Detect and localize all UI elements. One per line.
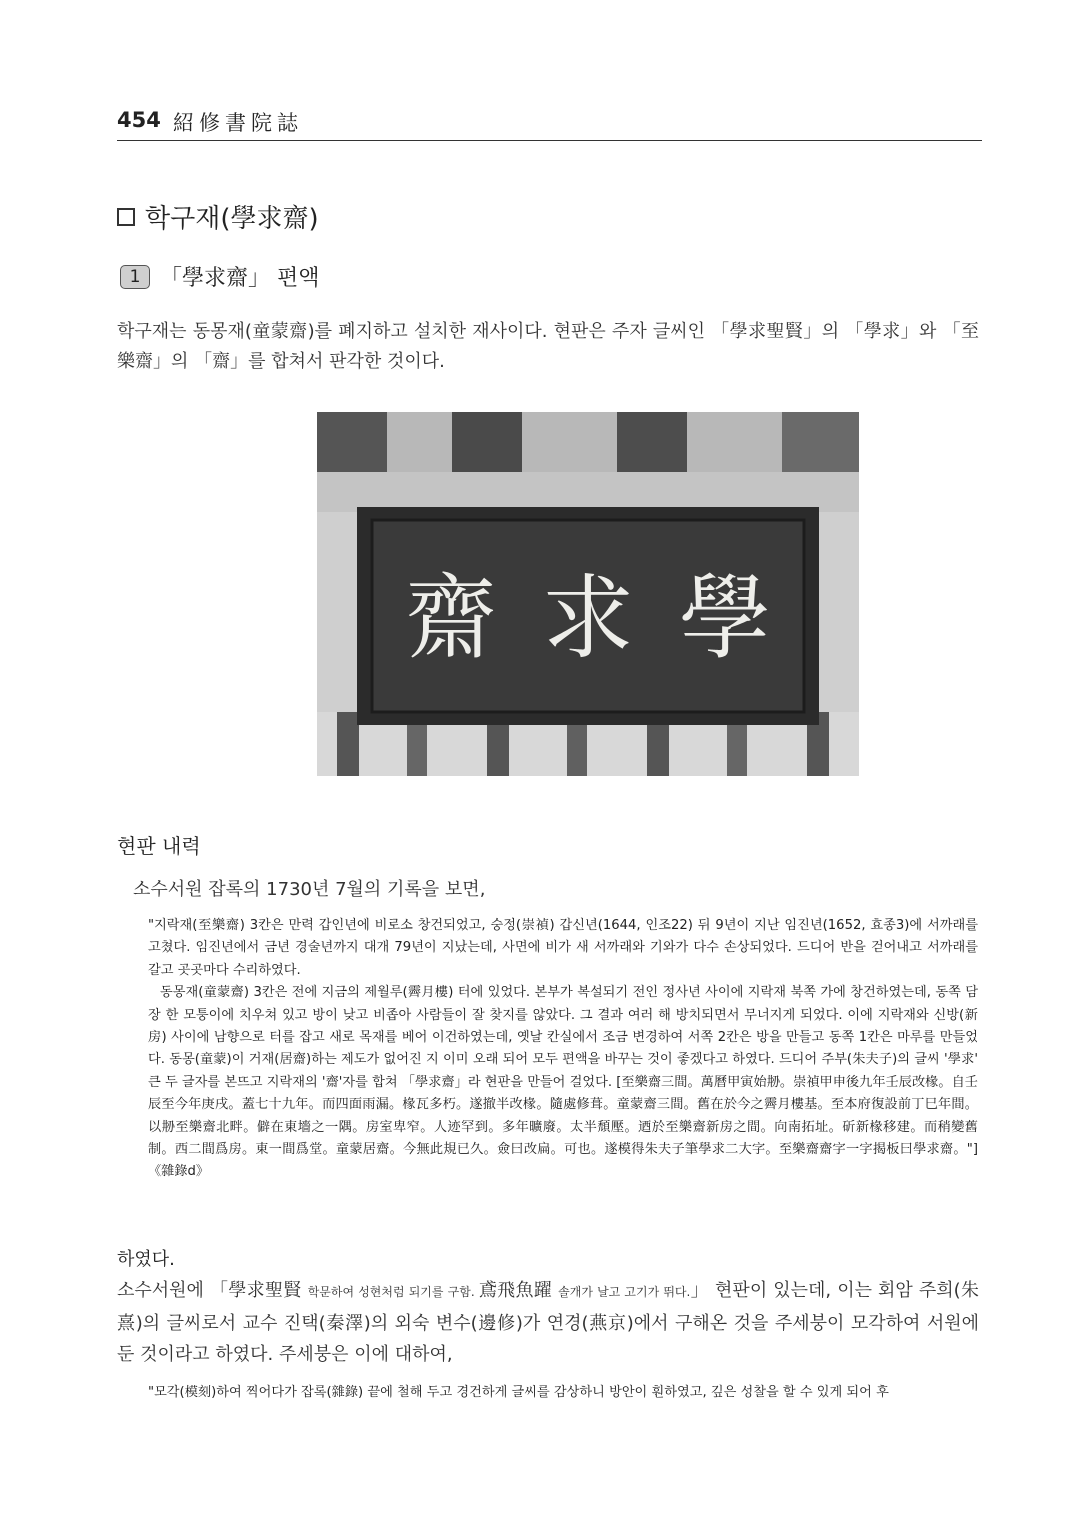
- checkbox-square-icon: [117, 208, 135, 226]
- para2-note-b: 솔개가 날고 고기가 뛰다.: [558, 1285, 691, 1299]
- para2-text-a: 소수서원에 「學求聖賢: [117, 1280, 308, 1301]
- section-title-text: 학구재(學求齋): [145, 204, 319, 234]
- subsection-title-text: 「學求齋」 편액: [160, 266, 320, 291]
- record-quote: [148, 915, 978, 1184]
- section-title: [117, 198, 319, 235]
- second-quote: "모각(模刻)하여 찍어다가 잡록(雜錄) 끝에 철해 두고 경건하게 글씨를 감상하니 방안이 훤하였고, 깊은 성찰을 할 수 있게 되어 후: [148, 1385, 889, 1400]
- para2-text-b: 鳶飛魚躍: [478, 1280, 559, 1301]
- plaque-char-2: 求: [541, 565, 635, 672]
- book-title: 紹修書院誌: [173, 111, 303, 135]
- page-number: 454: [117, 108, 161, 132]
- record-quote-p1: "지락재(至樂齋) 3칸은 만력 갑인년에 비로소 창건되었고, 숭정(崇禎) 갑신년(1644, 인조22) 뒤 9년이 지난 임진년(1652, 효종3)에 서까래를 고쳤다. 임진년에서 금년 경술년까지 대개 79년이 지났는데, 사면에 비가 새 서까래와 기와가 다수 손상되었다. 드디어 반을 걷어내고 서까래를 갈고 곳곳마다 수리하였다.: [148, 918, 978, 978]
- history-intro: 소수서원 잡록의 1730년 7월의 기록을 보면,: [133, 879, 486, 900]
- second-paragraph: [117, 1275, 979, 1370]
- page-header: [117, 108, 982, 141]
- subsection-title: [120, 261, 320, 292]
- plaque-photo-svg: [317, 412, 859, 776]
- record-quote-p2: 동몽재(童蒙齋) 3칸은 전에 지금의 제월루(霽月樓) 터에 있었다. 본부가 복설되기 전인 정사년 사이에 지락재 북쪽 가에 창건하였는데, 동쪽 담장 한 모퉁이에 치우쳐 있고 방이 낮고 비좁아 사람들이 잘 찾지를 않았다. 그 결과 여러 해 방치되면서 무너지게 되었다. 이에 지락재와 신방(新房) 사이에 남향으로 터를 잡고 새로 목재를 베어 이건하였는데, 옛날 칸실에서 조금 변경하여 서쪽 2칸은 방을 만들고 동쪽 1칸은 마루를 만들었다. 동몽(童蒙)이 거재(居齋)하는 제도가 없어진 지 이미 오래 되어 모두 편액을 바꾸는 것이 좋겠다고 하였다. 드디어 주부(朱夫子)의 글씨 '學求' 큰 두 글자를 본뜨고 지락재의 '齋'자를 합쳐 「學求齋」라 현판을 만들어 걸었다. [至樂齋三間。萬曆甲寅始刱。崇禎甲申後九年壬辰改椽。自壬辰至今年庚戌。蓋七十九年。而四面雨漏。椽瓦多朽。遂撤半改椽。隨處修葺。童蒙齋三間。舊在於今之霽月樓基。至本府復設前丁巳年間。以刱至樂齋北畔。僻在東墻之一隅。房室卑窄。人迹罕到。多年曠廢。太半頹壓。迺於至樂齋新房之間。向南拓址。斫新椽移建。而稍變舊制。西二間爲房。東一間爲堂。童蒙居齋。今無此規已久。僉曰改扁。可也。遂模得朱夫子筆學求二大字。至樂齋齋字一字揭板曰學求齋。"] 《雜錄d》: [148, 985, 978, 1180]
- subsection-number-badge: 1: [120, 265, 150, 289]
- para2-note-a: 학문하여 성현처럼 되기를 구함.: [307, 1285, 479, 1299]
- history-conclusion: 하였다.: [117, 1249, 175, 1270]
- plaque-photo: [317, 412, 859, 776]
- plaque-char-1: 齋: [404, 565, 498, 672]
- para2-text-c: 」 현판이 있는데, 이는 회암 주희(朱熹)의 글씨로서 교수 진택(秦澤)의 외숙 변수(邊修)가 연경(燕京)에서 구해온 것을 주세붕이 모각하여 서원에 둔 것이라고 하였다. 주세붕은 이에 대하여,: [117, 1280, 979, 1365]
- history-heading: 현판 내력: [117, 834, 201, 858]
- plaque-char-3: 學: [678, 565, 772, 672]
- intro-paragraph: 학구재는 동몽재(童蒙齋)를 폐지하고 설치한 재사이다. 현판은 주자 글씨인 「學求聖賢」의 「學求」와 「至樂齋」의 「齋」를 합쳐서 판각한 것이다.: [117, 321, 979, 372]
